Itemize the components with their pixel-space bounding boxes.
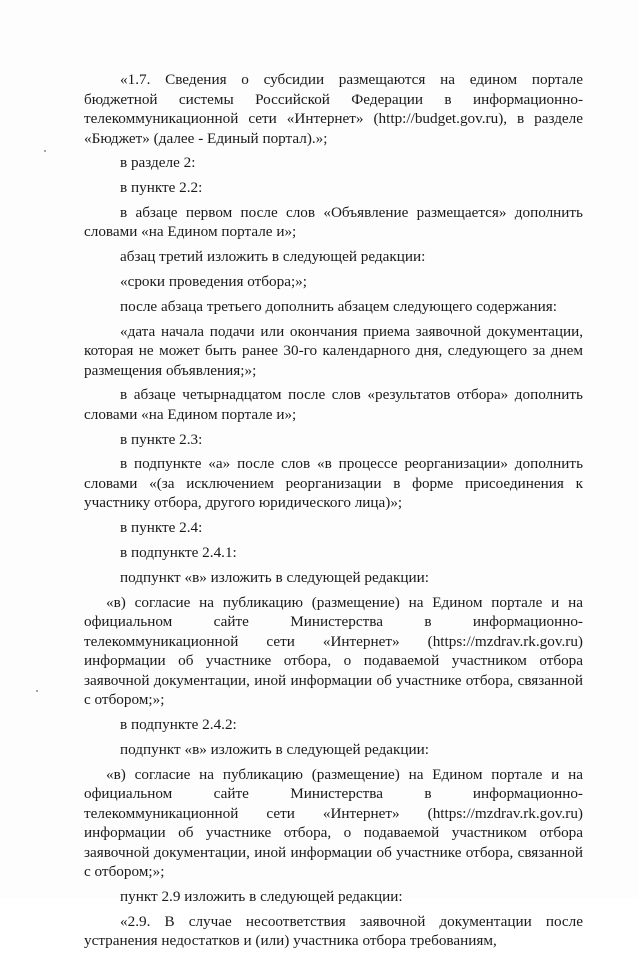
paragraph-point-2-2: в пункте 2.2: xyxy=(120,179,203,197)
scan-speck xyxy=(36,690,38,692)
paragraph-consent-2: «в) согласие на публикацию (размещение) на Едином портале и на официальном сайте Министерства в информационно-телекоммуникационной сети «Интернет» (https://mzdrav.rk.gov.ru) информации об участнике отбора, о подаваемой участником отбора заявочной документации, иной информации об участнике отбора, связанной с отбором;»; xyxy=(84,765,583,881)
paragraph-subpoint-v-1: подпункт «в» изложить в следующей редакции: xyxy=(120,568,429,586)
paragraph-subpoint-2-4-2: в подпункте 2.4.2: xyxy=(120,715,237,733)
paragraph-third-abzac: абзац третий изложить в следующей редакции: xyxy=(120,248,426,266)
paragraph-selection-dates: «сроки проведения отбора;»; xyxy=(120,272,307,290)
paragraph-point-2-9: пункт 2.9 изложить в следующей редакции: xyxy=(120,887,403,905)
paragraph-subpoint-v-2: подпункт «в» изложить в следующей редакции: xyxy=(120,740,429,758)
paragraph-point-2-3: в пункте 2.3: xyxy=(120,430,203,448)
paragraph-point-2-4: в пункте 2.4: xyxy=(120,519,203,537)
paragraph-2-9-text: «2.9. В случае несоответствия заявочной документации после устранения недостатков и (или) участника отбора требованиям, xyxy=(84,912,583,950)
paragraph-fourteenth-abzac: в абзаце четырнадцатом после слов «результатов отбора» дополнить словами «на Едином портале и»; xyxy=(84,386,583,423)
paragraph-after-third: после абзаца третьего дополнить абзацем следующего содержания: xyxy=(120,297,557,315)
paragraph-section-2: в разделе 2: xyxy=(120,154,196,172)
paragraph-subpoint-2-4-1: в подпункте 2.4.1: xyxy=(120,544,237,562)
paragraph-consent-1: «в) согласие на публикацию (размещение) на Едином портале и на официальном сайте Министерства в информационно-телекоммуникационной сети «Интернет» (https://mzdrav.rk.gov.ru) информации об участнике отбора, о подаваемой участником отбора заявочной документации, иной информации об участнике отбора, связанной с отбором;»; xyxy=(84,593,583,709)
paragraph-first-abzac: в абзаце первом после слов «Объявление размещается» дополнить словами «на Едином портале и»; xyxy=(84,203,583,241)
paragraph-1-7: «1.7. Сведения о субсидии размещаются на едином портале бюджетной системы Российской Федерации в информационно-телекоммуникационной сети «Интернет» (http://budget.gov.ru), в разделе «Бюджет» (далее - Единый портал).»; xyxy=(84,71,583,147)
scan-speck xyxy=(44,150,46,152)
paragraph-subpoint-a: в подпункте «а» после слов «в процессе реорганизации» дополнить словами «(за исключением реорганизации в форме присоединения к участнику отбора, другого юридического лица)»; xyxy=(84,455,583,512)
document-body xyxy=(84,70,583,956)
paragraph-start-date: «дата начала подачи или окончания приема заявочной документации, которая не может быть ранее 30-го календарного дня, следующего за днем размещения объявления;»; xyxy=(84,322,583,379)
